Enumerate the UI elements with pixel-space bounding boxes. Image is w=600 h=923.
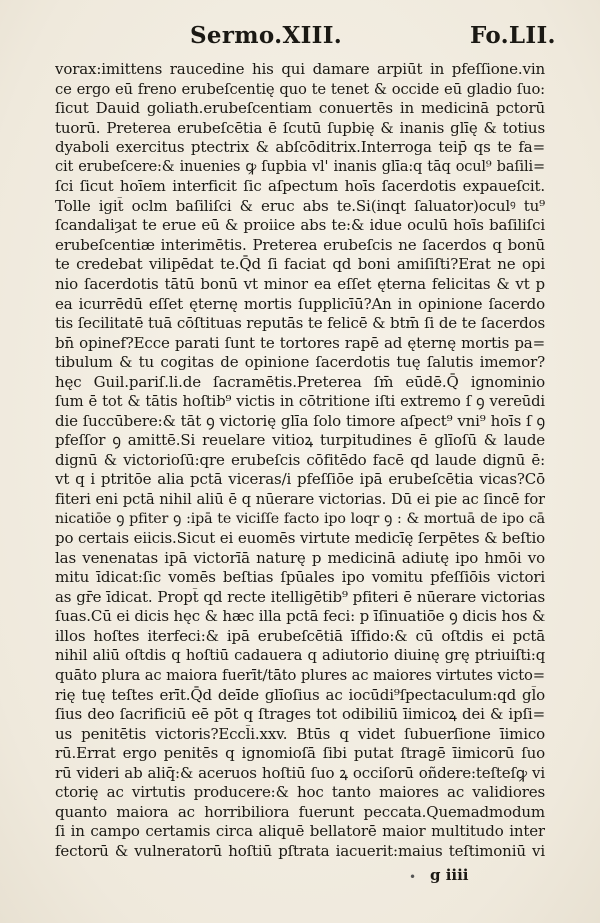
text-line: quanto maiora ac horribiliora fuerunt peccata.Quemadmodum: [55, 802, 545, 821]
text-line: bn̄ opinef?Ecce parati ſunt te tortores rapē ad ęternę mortis pa=: [55, 333, 545, 352]
text-line: rū videri ab aliq̄:& aceruos hoſtiū ſuo ꝝ occiſorū oñdere:teſteſꝙ vi: [55, 763, 545, 782]
text-line: tis ſecilitatē tuā cōſtituas reputās te felicē & btm̄ ſi de te ſacerdos: [55, 314, 545, 333]
signature-mark: g iiii: [430, 866, 469, 884]
text-line: mitu īdicat:ſic vomēs beſtias ſpūales ipo vomitu pfeſſiōis victori: [55, 568, 545, 587]
text-line: cit erubeſcere:& inuenies ꝙ ſupbia vl' inanis glīa:q tāq ocul⁹ baſili=: [55, 158, 545, 175]
text-line: dyaboli exercitus ptectrix & abſcōditrix.Interroga teip̄ qs te fa=: [55, 138, 545, 157]
text-line: die ſuccūbere:& tāt ꝯ victorię glīa ſolo timore aſpect⁹ vni⁹ hoīs ſ ꝯ: [55, 411, 545, 430]
text-line: illos hoſtes iterfeci:& ipā erubeſcētiā īſfido:& cū oſtdis ei pctā: [55, 626, 545, 645]
text-line: hęc Guil.pariſ.li.de ſacramētis.Preterea ſm̄ eūdē.Q̄ ignominio: [55, 372, 545, 391]
text-line: ſi in campo certamis circa aliquē bellatorē maior multitudo inter: [55, 822, 545, 841]
text-line: tibulum & tu cogitas de opinione ſacerdotis tuę ſalutis imemor?: [55, 353, 545, 372]
text-line: us penitētis victoris?Eccl̄i.xxv. Btūs q videt ſubuerſione īimico: [55, 724, 545, 743]
text-line: las venenatas ipā victorīā naturę p medicinā adiutę ipo hmōi vo: [55, 548, 545, 567]
text-line: te credebat vilipēdat te.Q̄d ſi faciat qd boni amiſiſti?Erat ne opi: [55, 255, 545, 274]
text-line: fiteri eni pctā nihil aliū ē q nūerare victorias. Dū ei pie ac ſincē for: [55, 491, 545, 509]
text-line: tuorū. Preterea erubeſcētia ē ſcutū ſupbię & inanis glīę & totius: [55, 118, 545, 137]
text-line: ea icurrēdū eſſet ęternę mortis ſupplicīū?An in opinione ſacerdo: [55, 294, 545, 313]
ink-mark: •: [409, 870, 417, 884]
text-line: ſum ē tot & tātis hoſtib⁹ victis in cōtritione iſti extremo ſ ꝯ vereūdi: [55, 393, 545, 411]
text-line: rię tuę teſtes erīt.Q̄d deīde glīoſius ac iocūdi⁹ſpectaculum:qd gl̄o: [55, 685, 545, 704]
sermon-number: Sermo.XIII.: [190, 22, 343, 49]
text-line: nio ſacerdotis tātū bonū vt minor ea eſſet ęterna felicitas & vt p: [55, 275, 545, 294]
text-line: Tolle igit̄ oclm baſiliſci & eruc abs te.Si(inqt ſaluator)oculꝰ tu⁹: [55, 196, 545, 215]
text-line: erubeſcentiæ interimētis. Preterea erubeſcis ne ſacerdos q bonū: [55, 235, 545, 254]
text-line: nihil aliū oſtdis q hoſtiū cadauera q adiutorio diuinę grę ptriuiſti:q: [55, 647, 545, 665]
folio-number: Fo.LII.: [470, 22, 556, 49]
text-line: ſius deo ſacrificiū eē pōt q ſtrages tot odibiliū īimicoꝝ dei & ipſi=: [55, 705, 545, 724]
text-line: ſuas.Cū ei dicis hęc & hæc illa pctā feci: p īſinuatiōe ꝯ dicis hos &: [55, 607, 545, 626]
text-line: vt q i ptritōe alia pctā viceras/i pfeſſiōe ipā erubeſcētia vicas?Cō: [55, 470, 545, 489]
text-line: ce ergo eū freno erubeſcentię quo te tenet & occide eū gladio ſuo:: [55, 80, 545, 98]
text-line: ctorię ac virtutis producere:& hoc tanto maiores ac validiores: [55, 783, 545, 802]
text-line: ſcandaliȝat te erue eū & proiice abs te:& idue oculū hoīs baſiliſci: [55, 216, 545, 235]
text-line: dignū & victorioſū:qre erubeſcis cōfitēdo facē qd laude dignū ē:: [55, 450, 545, 469]
text-column: [55, 60, 545, 861]
text-line: po certais eiicis.Sicut ei euomēs virtute medicīę ſerpētes & beſtio: [55, 529, 545, 548]
text-line: fectorū & vulneratorū hoſtiū pſtrata iacuerit:maius teſtimoniū vi: [55, 841, 545, 860]
text-line: nicatiōe ꝯ pfiter ꝯ :ipā te viciſſe facto ipo loqr ꝯ : & mortuā de ipo cā: [55, 510, 545, 527]
text-line: ſci ſicut hoīem interficit ſic aſpectum hoīs ſacerdotis expaueſcit.: [55, 177, 545, 196]
text-line: ſicut Dauid goliath.erubeſcentiam conuertēs in medicinā pctorū: [55, 99, 545, 118]
text-line: rū.Errat ergo penitēs q ignomioſā ſibi putat ſtragē īimicorū ſuo: [55, 744, 545, 763]
text-line: as gr̄e īdicat. Propt̄ qd recte itelligētib⁹ pfiteri ē nūerare victorias: [55, 587, 545, 606]
running-head: [0, 22, 600, 52]
text-line: vorax:imittens raucedine his qui damare arpiūt in pfeſſione.vin: [55, 60, 545, 78]
text-line: pfeſſor ꝯ amittē.Si reuelare vitioꝝ turpitudines ē glīoſū & laude: [55, 431, 545, 450]
text-line: quāto plura ac maiora fuerīt/tāto plures ac maiores virtutes victo=: [55, 666, 545, 684]
